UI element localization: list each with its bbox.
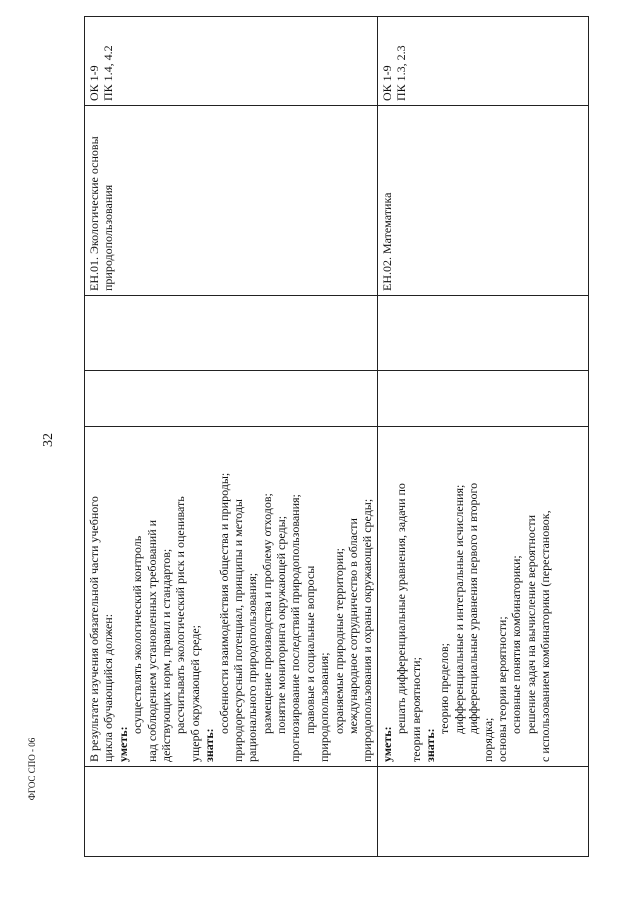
competencies-cell [85,17,378,106]
content-line: решать дифференциальные уравнения, задачи по [394,483,409,734]
content-line: основные понятия комбинаторики; [509,555,524,734]
content-line: основы теории вероятности; [494,616,509,762]
content-cell [377,427,588,767]
content-line: охраняемые природные территории; [331,548,346,734]
content-line: природоресурсный потенциал, принципы и методы [230,499,245,762]
content-line: В результате изучения обязательной части учебного [87,496,101,762]
content-line: ущерб окружающей среде; [187,624,202,762]
curriculum-table [84,16,589,857]
rotated-table-wrapper [84,17,580,857]
content-line: природопользования и охраны окружающей среды; [360,498,375,762]
competency-line: ОК 1-9 [87,65,101,101]
table-row [85,17,378,857]
content-line: рационального природопользования; [245,572,260,762]
content-line: действующих норм, правил и стандартов; [158,548,173,762]
content-line: правовые и социальные вопросы [302,565,317,734]
content-line: решение задач на вычисление вероятности [523,514,538,734]
content-line: осуществлять экологический контроль [130,535,145,734]
hours-cell [377,371,588,427]
content-line: теорию пределов; [437,643,452,734]
content-line: особенности взаимодействия общества и природы; [216,472,231,734]
page-number: 32 [41,433,56,447]
content-line: порядка; [480,717,495,762]
index-cell [85,767,378,857]
content-line: понятие мониторинга окружающей среды; [274,515,289,734]
hours-cell [85,296,378,371]
content-line: дифференциальные уравнения первого и второго [466,482,481,734]
table-row [377,17,588,857]
section-heading: знать: [422,728,437,762]
section-heading: уметь: [379,726,394,762]
hours-cell [377,296,588,371]
competency-line: ПК 1.4, 4.2 [101,45,116,101]
content-line: с использованием комбинаторики (перестановок, [538,510,553,762]
content-line: рассчитывать экологический риск и оценивать [173,496,188,734]
section-heading: знать: [202,728,217,762]
content-line: размещение производства и проблему отходов; [259,493,274,734]
discipline-cell: ЕН.02. Математика [377,106,588,296]
competency-line: ОК 1-9 [379,65,394,101]
content-line: природопользования; [317,652,332,762]
content-cell [85,427,378,767]
competency-line: ПК 1.3, 2.3 [394,45,409,101]
section-heading: уметь: [115,726,130,762]
content-line: цикла обучающийся должен: [101,613,116,762]
index-cell [377,767,588,857]
content-line: международное сотрудничество в области [346,518,361,734]
hours-cell [85,371,378,427]
content-line: прогнозирование последствий природопользования; [288,494,303,762]
content-line: дифференциальные и интегральные исчисления; [451,484,466,734]
competencies-cell [377,17,588,106]
document-footer: ФГОС СПО - 06 [27,737,37,801]
content-line: над соблюдением установленных требований и [144,519,159,762]
content-line: теории вероятности; [408,657,423,762]
discipline-cell: ЕН.01. Экологические основы природопользования [85,106,378,296]
